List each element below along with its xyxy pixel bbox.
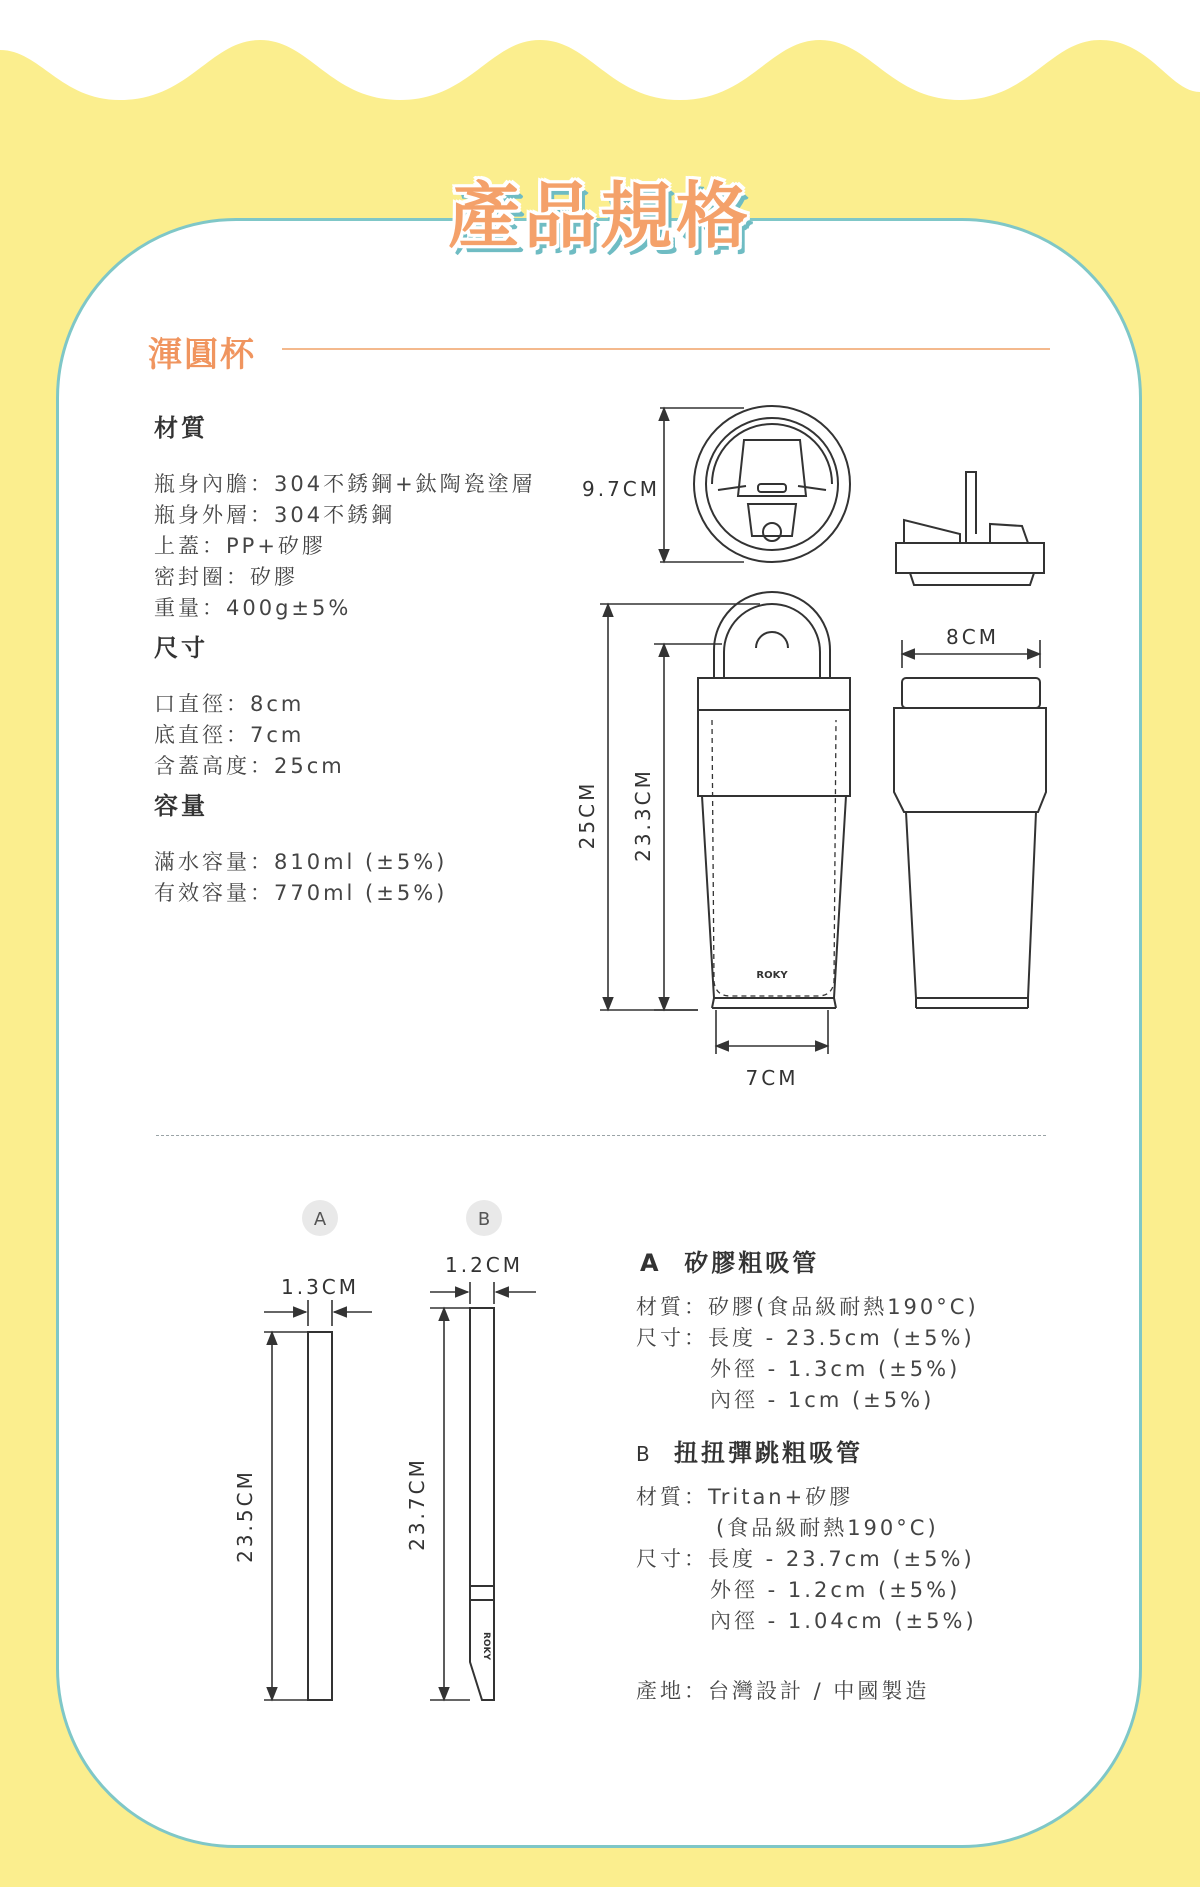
material-line: 上蓋：PP+矽膠 [154,534,326,558]
svg-text:A: A [313,1209,327,1230]
capacity-line: 滿水容量：810ml (±5%) [154,850,448,874]
straw-b-spec-line: 內徑 - 1.04cm (±5%) [710,1609,977,1633]
size-line: 含蓋高度：25cm [154,754,345,778]
straw-brand-mark: ROKY [481,1631,491,1661]
page-title: 產品規格 [447,174,752,258]
cup-front-view [698,592,850,1008]
total-height-label: 25CM [575,780,599,850]
capacity-line: 有效容量：770ml (±5%) [154,881,448,905]
product-name: 渾圓杯 [148,335,256,375]
straw-a [308,1332,332,1700]
material-line: 瓶身外層：304不銹鋼 [154,503,396,527]
bottom-width-label: 7CM [745,1066,799,1090]
material-line: 重量：400g±5% [154,596,352,620]
section-dashed-divider [156,1135,1046,1136]
size-heading: 尺寸 [154,634,208,662]
straw-a-spec-line: 尺寸：長度 - 23.5cm (±5%) [636,1326,975,1350]
size-line: 底直徑：7cm [154,723,305,747]
straw-a-badge [302,1200,338,1236]
body-height-label: 23.3CM [631,768,655,862]
mouth-width-label: 8CM [946,625,999,649]
straw-b-length-label: 23.7CM [405,1457,429,1551]
straw-a-title: A 矽膠粗吸管 [640,1249,820,1277]
cup-side-view [894,678,1046,1008]
cup-brand-mark [756,970,788,981]
lid-side-view [896,472,1044,585]
straw-b-title: B 扭扭彈跳粗吸管 [636,1439,863,1467]
straw-a-spec-line: 外徑 - 1.3cm (±5%) [710,1357,961,1381]
straw-b-width-label: 1.2CM [444,1253,524,1277]
material-heading: 材質 [154,414,208,442]
svg-text:B: B [477,1209,491,1230]
material-line: 密封圈：矽膠 [154,565,298,589]
straw-b-badge [466,1200,502,1236]
size-line: 口直徑：8cm [154,692,305,716]
straw-b-spec-line: 尺寸：長度 - 23.7cm (±5%) [636,1547,975,1571]
lid-top-view [694,406,850,562]
straw-b-spec-line: 外徑 - 1.2cm (±5%) [710,1578,961,1602]
straw-a-length-label: 23.5CM [233,1469,257,1563]
origin-line: 產地：台灣設計 / 中國製造 [636,1679,930,1703]
straw-diagram [0,1180,620,1720]
straw-b-spec-line: (食品級耐熱190°C) [716,1516,939,1540]
straw-a-spec-line: 材質：矽膠(食品級耐熱190°C) [636,1295,979,1319]
material-line: 瓶身內膽：304不銹鋼+鈦陶瓷塗層 [154,472,536,496]
capacity-heading: 容量 [154,792,208,820]
lid-height-label: 9.7CM [582,477,661,501]
straw-a-width-label: 1.3CM [280,1275,360,1299]
straw-a-spec-line: 內徑 - 1cm (±5%) [710,1388,935,1412]
svg-text:ROKY: ROKY [756,970,788,981]
straw-b-spec-line: 材質：Tritan+矽膠 [636,1485,854,1509]
